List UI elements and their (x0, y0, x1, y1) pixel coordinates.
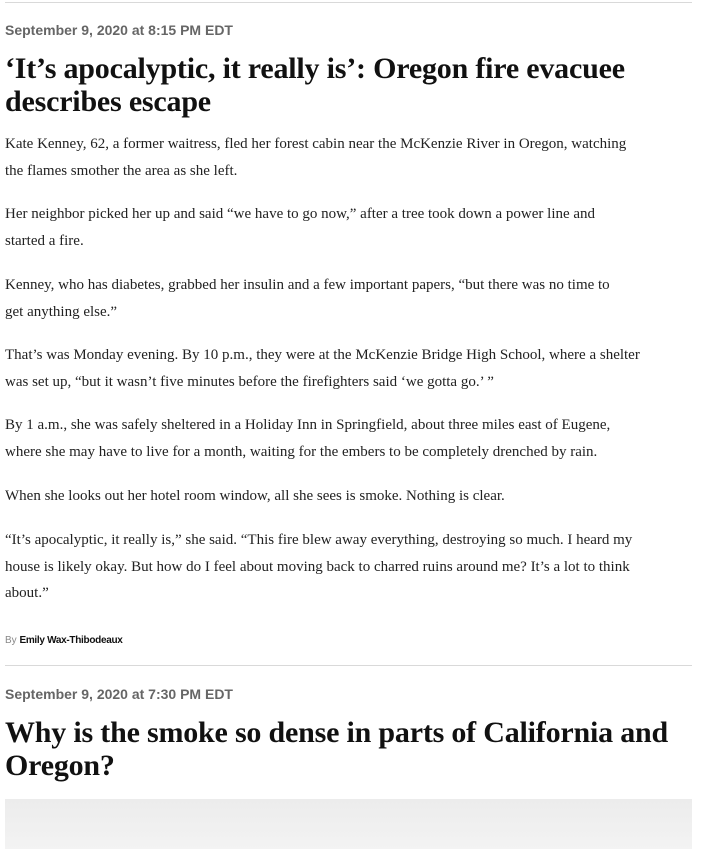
paragraph-line: That’s was Monday evening. By 10 p.m., they were at the McKenzie Bridge High School, where a shelter (5, 347, 640, 363)
post-paragraph (5, 131, 692, 184)
paragraph-line: Kenney, who has diabetes, grabbed her insulin and a few important papers, “but there was no time to (5, 277, 610, 293)
paragraph-line: about.” (5, 585, 49, 601)
post-headline[interactable] (5, 52, 692, 118)
post-paragraph (5, 483, 692, 510)
byline (5, 634, 123, 648)
paragraph-line: house is likely okay. But how do I feel about moving back to charred ruins around me? It’s a lot to think (5, 558, 630, 575)
byline-prefix: By (5, 635, 17, 646)
headline-line[interactable]: describes escape (5, 85, 211, 118)
paragraph-line: “It’s apocalyptic, it really is,” she said. “This fire blew away everything, destroying so much. I heard my (5, 532, 633, 548)
top-divider (5, 2, 692, 3)
paragraph-line: When she looks out her hotel room window, all she sees is smoke. Nothing is clear. (5, 488, 505, 504)
paragraph-line: where she may have to live for a month, waiting for the embers to be completely drenched by rain. (5, 443, 598, 460)
post-divider (5, 665, 692, 666)
author-link[interactable]: Emily Wax-Thibodeaux (19, 635, 123, 646)
paragraph-line: get anything else.” (5, 303, 118, 320)
paragraph-line: started a fire. (5, 232, 84, 249)
headline-line[interactable]: Oregon? (5, 749, 115, 782)
paragraph-line: was set up, “but it wasn’t five minutes before the firefighters said ‘we gotta go.’ ” (5, 373, 494, 390)
paragraph-line: Her neighbor picked her up and said “we have to go now,” after a tree took down a power line and (5, 206, 596, 222)
paragraph-line: Kate Kenney, 62, a former waitress, fled her forest cabin near the McKenzie River in Oregon, watching (5, 136, 627, 152)
post-paragraph (5, 342, 692, 395)
post-headline[interactable] (5, 716, 692, 782)
post-paragraph (5, 272, 692, 325)
post-timestamp: September 9, 2020 at 8:15 PM EDT (5, 22, 233, 38)
paragraph-line: the flames smother the area as she left. (5, 162, 238, 179)
article-photo (5, 799, 692, 849)
post-paragraph (5, 527, 692, 607)
post-paragraph (5, 412, 692, 465)
post-timestamp: September 9, 2020 at 7:30 PM EDT (5, 686, 233, 702)
paragraph-line: By 1 a.m., she was safely sheltered in a Holiday Inn in Springfield, about three miles east of Eugene, (5, 417, 611, 433)
headline-line[interactable]: Why is the smoke so dense in parts of California and (5, 716, 669, 749)
post-paragraph (5, 201, 692, 254)
headline-line[interactable]: ‘It’s apocalyptic, it really is’: Oregon fire evacuee (5, 52, 625, 85)
